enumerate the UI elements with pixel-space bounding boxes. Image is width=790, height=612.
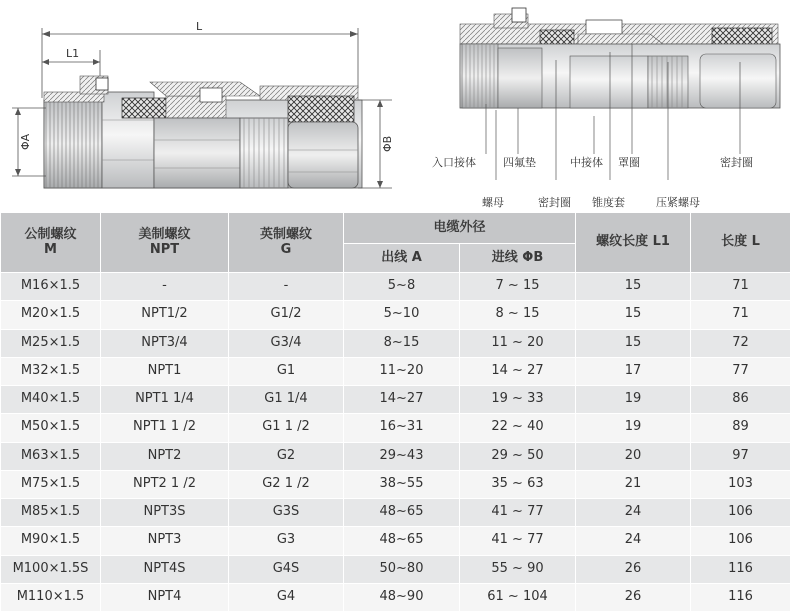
- cell-cable-a: 5~8: [344, 273, 460, 301]
- cell-cable-a: 16~31: [344, 414, 460, 442]
- cell-npt: NPT3: [101, 527, 229, 555]
- cell-npt: NPT3/4: [101, 329, 229, 357]
- cell-cable-a: 11~20: [344, 357, 460, 385]
- cell-cable-a: 8~15: [344, 329, 460, 357]
- table-row: [1, 329, 790, 357]
- cell-metric: M25×1.5: [1, 329, 101, 357]
- cell-metric: M16×1.5: [1, 273, 101, 301]
- table-row: [1, 442, 790, 470]
- cell-bsp: G1 1/4: [229, 386, 344, 414]
- gland-side-view: [12, 20, 394, 188]
- table-row: [1, 301, 790, 329]
- cell-thread-length: 15: [576, 301, 691, 329]
- dim-l-label: L: [196, 20, 203, 33]
- cell-metric: M85×1.5: [1, 499, 101, 527]
- cell-bsp: G2: [229, 442, 344, 470]
- label-compression-nut: 压紧螺母: [656, 196, 700, 209]
- cell-length: 86: [691, 386, 790, 414]
- cell-bsp: G1/2: [229, 301, 344, 329]
- label-seal-ring-right: 密封圈: [720, 156, 753, 169]
- cell-thread-length: 21: [576, 470, 691, 498]
- cell-metric: M40×1.5: [1, 386, 101, 414]
- cell-cable-b: 8 ~ 15: [460, 301, 576, 329]
- cell-npt: NPT1 1/4: [101, 386, 229, 414]
- cell-length: 103: [691, 470, 790, 498]
- cell-npt: NPT4S: [101, 555, 229, 583]
- cell-thread-length: 26: [576, 583, 691, 611]
- cell-cable-a: 48~90: [344, 583, 460, 611]
- table-row: [1, 499, 790, 527]
- cell-thread-length: 15: [576, 329, 691, 357]
- cell-thread-length: 24: [576, 527, 691, 555]
- spec-table: [0, 212, 790, 612]
- cell-cable-a: 50~80: [344, 555, 460, 583]
- cell-length: 106: [691, 527, 790, 555]
- cell-thread-length: 26: [576, 555, 691, 583]
- cell-thread-length: 19: [576, 386, 691, 414]
- cell-cable-a: 14~27: [344, 386, 460, 414]
- cell-metric: M63×1.5: [1, 442, 101, 470]
- table-row: [1, 555, 790, 583]
- technical-drawings: [0, 0, 790, 212]
- header-bsp: 英制螺纹 G: [229, 213, 344, 273]
- cell-cable-b: 19 ~ 33: [460, 386, 576, 414]
- cell-npt: NPT2 1 /2: [101, 470, 229, 498]
- header-cable-a: 出线 A: [344, 244, 460, 273]
- cell-npt: -: [101, 273, 229, 301]
- cell-bsp: G4: [229, 583, 344, 611]
- header-metric: 公制螺纹 M: [1, 213, 101, 273]
- cell-cable-b: 7 ~ 15: [460, 273, 576, 301]
- table-row: [1, 273, 790, 301]
- cell-metric: M75×1.5: [1, 470, 101, 498]
- table-row: [1, 583, 790, 611]
- cell-length: 89: [691, 414, 790, 442]
- label-seal-ring: 密封圈: [538, 196, 571, 209]
- cell-bsp: G1: [229, 357, 344, 385]
- cell-cable-a: 48~65: [344, 499, 460, 527]
- cell-cable-b: 61 ~ 104: [460, 583, 576, 611]
- cell-length: 116: [691, 555, 790, 583]
- header-cable-od: 电缆外径: [344, 213, 576, 244]
- cell-thread-length: 19: [576, 414, 691, 442]
- cell-cable-a: 48~65: [344, 527, 460, 555]
- label-taper-sleeve: 锥度套: [592, 196, 625, 209]
- table-row: [1, 470, 790, 498]
- entry-thread: [44, 100, 102, 188]
- cell-length: 71: [691, 273, 790, 301]
- cell-bsp: G3: [229, 527, 344, 555]
- cell-cable-b: 41 ~ 77: [460, 527, 576, 555]
- cell-cable-b: 11 ~ 20: [460, 329, 576, 357]
- cell-bsp: G3/4: [229, 329, 344, 357]
- cell-metric: M100×1.5S: [1, 555, 101, 583]
- label-middle-body: 中接体: [570, 156, 603, 169]
- cell-bsp: G1 1 /2: [229, 414, 344, 442]
- cell-bsp: G3S: [229, 499, 344, 527]
- dimension-phi-b: [358, 100, 394, 188]
- label-cover-ring: 罩圈: [618, 156, 640, 169]
- cell-npt: NPT4: [101, 583, 229, 611]
- cell-bsp: G4S: [229, 555, 344, 583]
- dim-l1-label: L1: [66, 47, 80, 60]
- cell-metric: M20×1.5: [1, 301, 101, 329]
- cell-metric: M110×1.5: [1, 583, 101, 611]
- cell-npt: NPT3S: [101, 499, 229, 527]
- cell-cable-b: 41 ~ 77: [460, 499, 576, 527]
- table-row: [1, 527, 790, 555]
- label-nut: 螺母: [482, 196, 504, 209]
- cell-npt: NPT1: [101, 357, 229, 385]
- cell-metric: M90×1.5: [1, 527, 101, 555]
- cell-thread-length: 15: [576, 273, 691, 301]
- dim-phi-b-label: ΦB: [381, 135, 394, 152]
- spec-table-body: [1, 273, 790, 612]
- cell-metric: M32×1.5: [1, 357, 101, 385]
- cell-bsp: -: [229, 273, 344, 301]
- cell-bsp: G2 1 /2: [229, 470, 344, 498]
- cell-cable-a: 5~10: [344, 301, 460, 329]
- cell-cable-b: 35 ~ 63: [460, 470, 576, 498]
- cell-cable-b: 22 ~ 40: [460, 414, 576, 442]
- table-row: [1, 414, 790, 442]
- header-cable-b: 进线 ΦB: [460, 244, 576, 273]
- cell-length: 116: [691, 583, 790, 611]
- cell-cable-b: 55 ~ 90: [460, 555, 576, 583]
- cell-length: 71: [691, 301, 790, 329]
- cell-cable-a: 29~43: [344, 442, 460, 470]
- cell-length: 77: [691, 357, 790, 385]
- cell-thread-length: 20: [576, 442, 691, 470]
- cell-npt: NPT2: [101, 442, 229, 470]
- header-npt: 美制螺纹 NPT: [101, 213, 229, 273]
- cell-length: 72: [691, 329, 790, 357]
- header-thread-length: 螺纹长度 L1: [576, 213, 691, 273]
- cell-npt: NPT1/2: [101, 301, 229, 329]
- dimension-phi-a: [12, 108, 46, 176]
- table-row: [1, 386, 790, 414]
- cell-thread-length: 17: [576, 357, 691, 385]
- cell-cable-a: 38~55: [344, 470, 460, 498]
- gland-section-view: [432, 8, 780, 209]
- cell-length: 106: [691, 499, 790, 527]
- label-ptfe-gasket: 四氟垫: [503, 156, 536, 169]
- cell-cable-b: 14 ~ 27: [460, 357, 576, 385]
- dim-phi-a-label: ΦA: [19, 133, 32, 150]
- cell-cable-b: 29 ~ 50: [460, 442, 576, 470]
- cell-npt: NPT1 1 /2: [101, 414, 229, 442]
- cell-metric: M50×1.5: [1, 414, 101, 442]
- cell-thread-length: 24: [576, 499, 691, 527]
- header-length: 长度 L: [691, 213, 790, 273]
- cell-length: 97: [691, 442, 790, 470]
- table-row: [1, 357, 790, 385]
- label-inlet-body: 入口接体: [432, 156, 476, 169]
